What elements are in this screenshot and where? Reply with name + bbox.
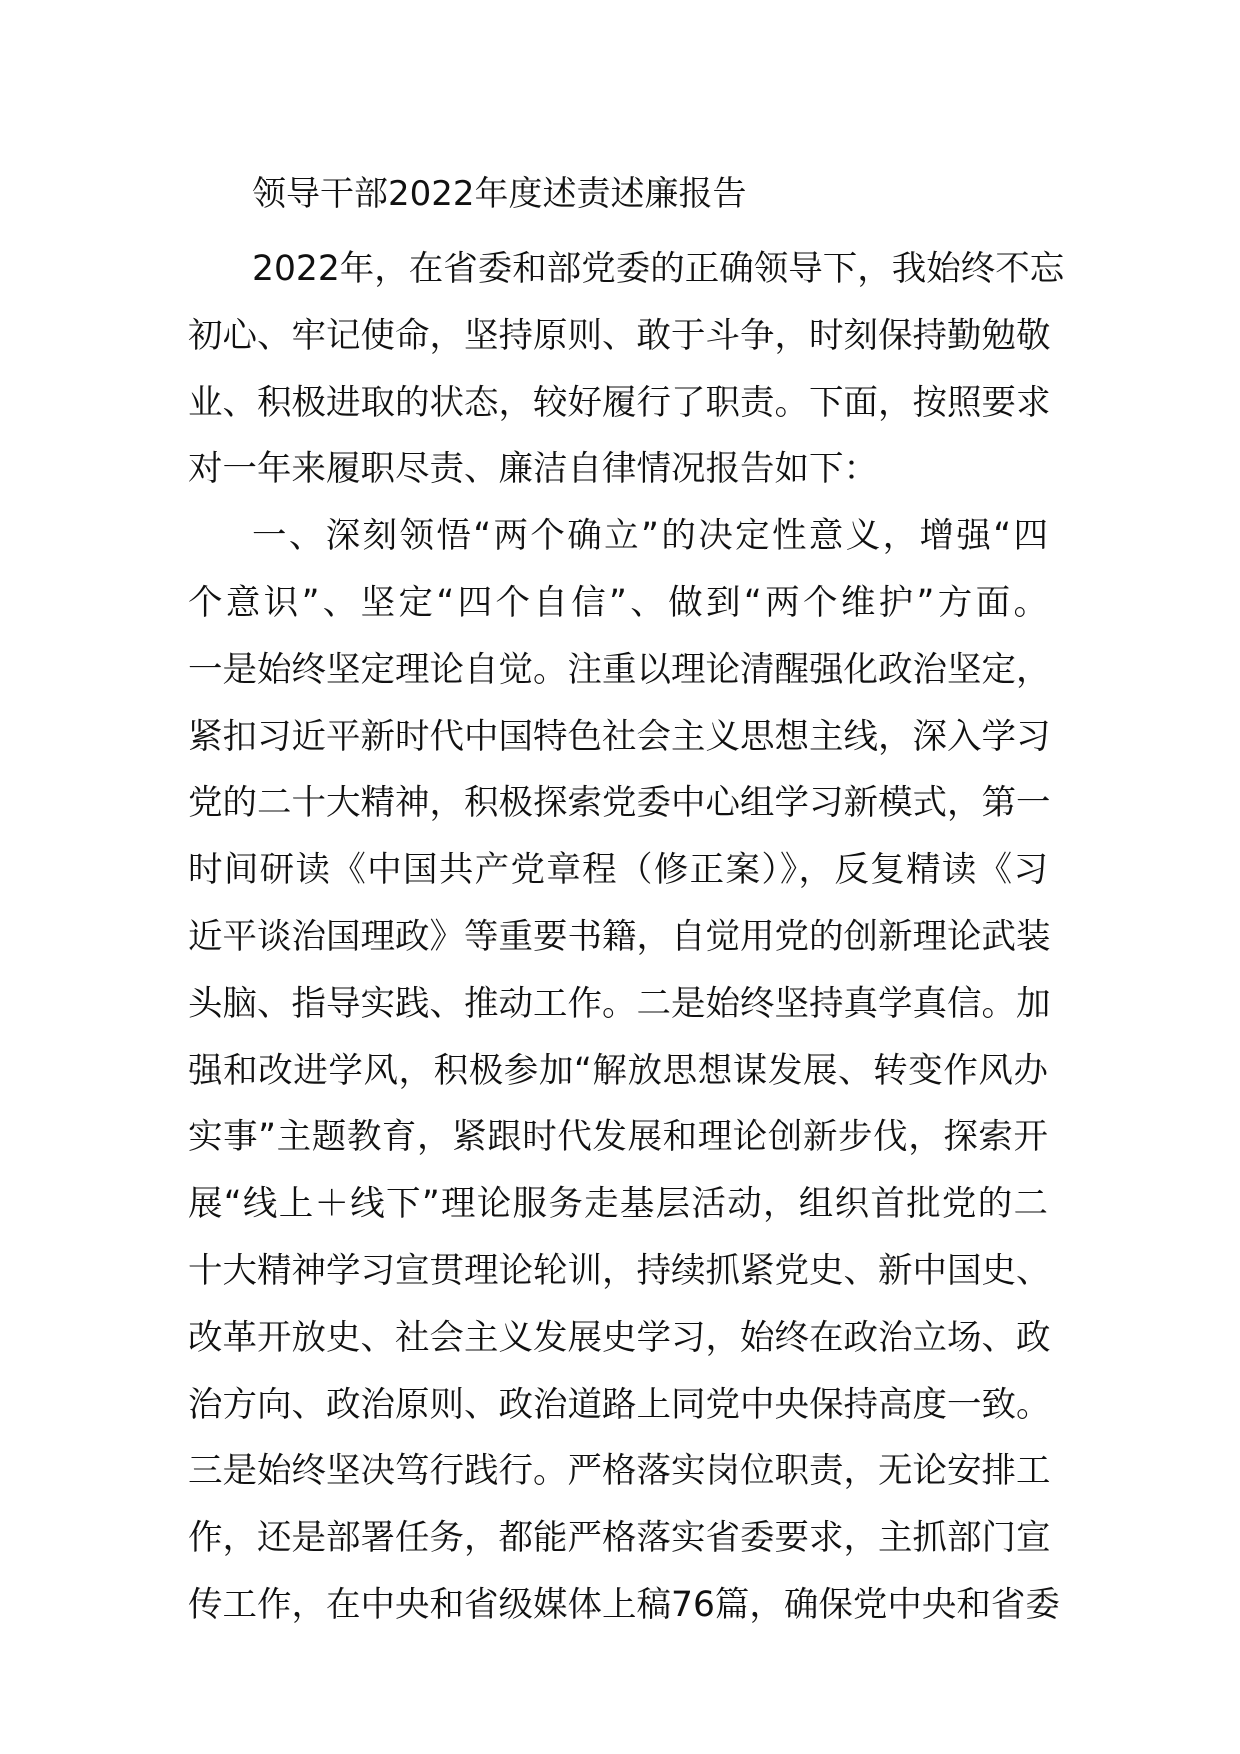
paragraph-line: 三是始终坚决笃行践行。严格落实岗位职责，无论安排工 [188, 1451, 1051, 1492]
paragraph-line: 强和改进学风，积极参加“解放思想谋发展、转变作风办 [188, 1050, 1048, 1091]
paragraph-line: 改革开放史、社会主义发展史学习，始终在政治立场、政 [188, 1317, 1051, 1358]
paragraph-line: 近平谈治国理政》等重要书籍，自觉用党的创新理论武装 [188, 916, 1051, 957]
paragraph-line: 对一年来履职尽责、廉洁自律情况报告如下： [188, 449, 878, 490]
paragraph-line: 初心、牢记使命，坚持原则、敢于斗争，时刻保持勤勉敬 [188, 315, 1051, 356]
paragraph-line: 一是始终坚定理论自觉。注重以理论清醒强化政治坚定， [188, 649, 1051, 690]
paragraph-line: 紧扣习近平新时代中国特色社会主义思想主线，深入学习 [188, 716, 1051, 757]
paragraph-line: 治方向、政治原则、政治道路上同党中央保持高度一致。 [188, 1384, 1051, 1425]
paragraph-line: 作，还是部署任务，都能严格落实省委要求，主抓部门宣 [188, 1518, 1051, 1559]
document-body [188, 236, 1065, 1639]
paragraph-line: 展“线上＋线下”理论服务走基层活动，组织首批党的二 [188, 1184, 1048, 1225]
section-heading-line: 个意识”、坚定“四个自信”、做到“两个维护”方面。 [188, 582, 1048, 623]
document-title: 领导干部2022年度述责述廉报告 [252, 174, 747, 214]
paragraph-line: 党的二十大精神，积极探索党委中心组学习新模式，第一 [188, 783, 1051, 824]
paragraph-line: 十大精神学习宣贯理论轮训，持续抓紧党史、新中国史、 [188, 1250, 1051, 1291]
paragraph-line: 头脑、指导实践、推动工作。二是始终坚持真学真信。加 [188, 983, 1051, 1024]
paragraph-line: 传工作，在中央和省级媒体上稿76篇，确保党中央和省委 [188, 1584, 1060, 1625]
paragraph-line: 2022年，在省委和部党委的正确领导下，我始终不忘 [252, 249, 1065, 289]
paragraph-line: 实事”主题教育，紧跟时代发展和理论创新步伐，探索开 [188, 1117, 1048, 1158]
paragraph-line: 时间研读《中国共产党章程（修正案）》，反复精读《习 [188, 850, 1048, 891]
section-heading-line: 一、深刻领悟“两个确立”的决定性意义，增强“四 [252, 516, 1048, 557]
paragraph-line: 业、积极进取的状态，较好履行了职责。下面，按照要求 [188, 382, 1051, 423]
